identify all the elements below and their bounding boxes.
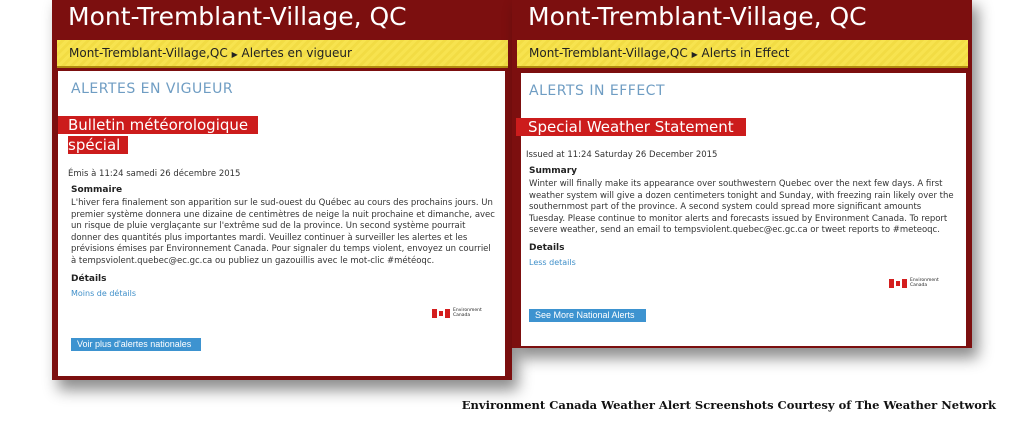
logo-text: Environment Canada: [453, 308, 482, 318]
canada-flag-icon: [432, 309, 450, 318]
alert-title: Special Weather Statement: [516, 118, 746, 136]
image-caption: Environment Canada Weather Alert Screenshots Courtesy of The Weather Network: [461, 398, 996, 412]
more-national-alerts-button[interactable]: Voir plus d'alertes nationales: [71, 338, 201, 351]
details-label: Détails: [71, 274, 107, 284]
alert-title-line2: spécial: [68, 136, 128, 154]
breadcrumb-arrow-icon: ▶: [691, 50, 698, 59]
summary-text: Winter will finally make its appearance over southwestern Quebec over the next few days. A first weather system will give a dozen centimeters tonight and Sunday, with freezing rain likely over the southernmost part of the province. A second system could spread more significant amounts Tuesday. Please continue to monitor alerts and forecasts issued by Environment Canada. To report severe weather, send an email to tempsviolent.quebec@ec.gc.ca or tweet reports to #meteoqc.: [529, 179, 954, 235]
issued-time: Issued at 11:24 Saturday 26 December 2015: [526, 150, 718, 160]
logo-text: Environment Canada: [910, 278, 939, 288]
details-label: Details: [529, 243, 565, 253]
breadcrumb-location[interactable]: Mont-Tremblant-Village,QC: [529, 46, 688, 60]
less-details-link[interactable]: Moins de détails: [71, 289, 136, 298]
breadcrumb-current: Alertes en vigueur: [241, 46, 352, 60]
less-details-link[interactable]: Less details: [529, 258, 576, 267]
environment-canada-logo: [432, 308, 482, 318]
alert-content: [521, 73, 966, 346]
breadcrumb-location[interactable]: Mont-Tremblant-Village,QC: [69, 46, 228, 60]
canada-flag-icon: [889, 279, 907, 288]
more-national-alerts-button[interactable]: See More National Alerts: [529, 309, 646, 322]
issued-time: Émis à 11:24 samedi 26 décembre 2015: [68, 169, 241, 179]
alert-content: [58, 71, 505, 376]
summary-label: Summary: [529, 166, 578, 176]
summary-text: L'hiver fera finalement son apparition sur le sud-ouest du Québec au cours des prochains jours. Un premier système donnera une dizaine de centimètres de neige la nuit prochaine et dimanche, avec un risque de pluie verglaçante sur l'extrême sud de la province. Un second système pourrait donner des quantités plus importantes mardi. Veuillez continuer à surveiller les alertes et les prévisions émises par Environnement Canada. Pour signaler du temps violent, envoyez un courriel à tempsviolent.quebec@ec.gc.ca ou publiez un gazouillis avec le mot-clic #météoqc.: [71, 198, 495, 266]
page-title: Mont-Tremblant-Village, QC: [68, 2, 407, 31]
section-heading: ALERTS IN EFFECT: [529, 83, 665, 99]
french-alert-screenshot: [52, 0, 512, 380]
section-heading: ALERTES EN VIGUEUR: [71, 81, 234, 97]
summary-label: Sommaire: [71, 185, 123, 195]
page-title: Mont-Tremblant-Village, QC: [528, 2, 867, 31]
alert-title: Bulletin météorologique: [58, 116, 258, 134]
breadcrumb-current: Alerts in Effect: [701, 46, 790, 60]
breadcrumb: [57, 40, 508, 68]
english-alert-screenshot: [512, 0, 972, 348]
breadcrumb-arrow-icon: ▶: [231, 50, 238, 59]
environment-canada-logo: [889, 278, 939, 288]
breadcrumb: [517, 40, 968, 68]
